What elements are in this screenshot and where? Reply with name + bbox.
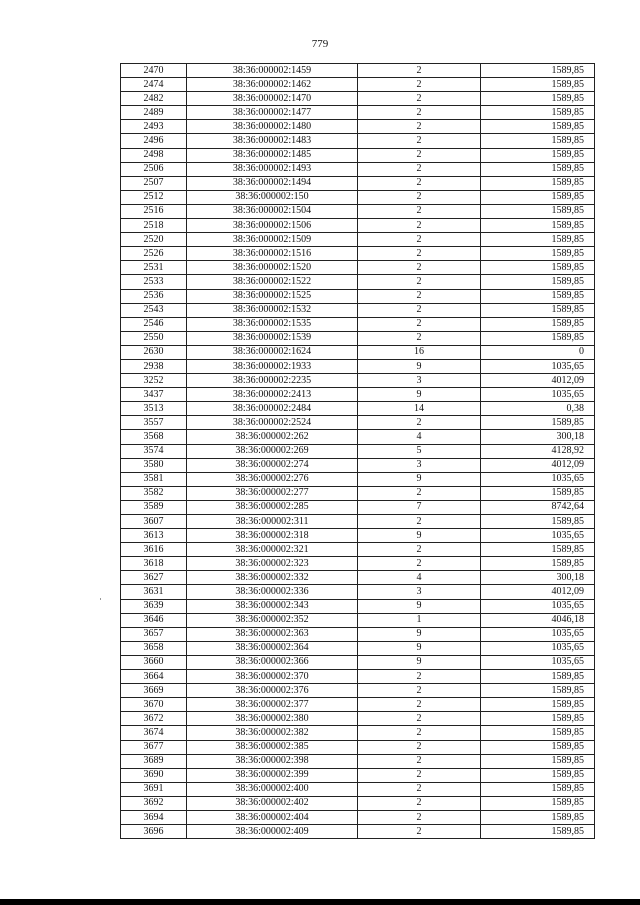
table-row <box>121 416 595 430</box>
value-cell: 1589,85 <box>481 275 595 289</box>
table-row <box>121 148 595 162</box>
table-row <box>121 557 595 571</box>
cadastral-number-cell: 38:36:000002:318 <box>187 529 358 543</box>
table-row <box>121 106 595 120</box>
category-cell: 7 <box>358 500 481 514</box>
value-cell: 1589,85 <box>481 92 595 106</box>
cadastral-number-cell: 38:36:000002:1624 <box>187 345 358 359</box>
row-number-cell: 3568 <box>121 430 187 444</box>
cadastral-number-cell: 38:36:000002:398 <box>187 754 358 768</box>
row-number-cell: 2543 <box>121 303 187 317</box>
table-row <box>121 388 595 402</box>
row-number-cell: 2533 <box>121 275 187 289</box>
category-cell: 2 <box>358 92 481 106</box>
value-cell: 1589,85 <box>481 754 595 768</box>
cadastral-number-cell: 38:36:000002:269 <box>187 444 358 458</box>
table-row <box>121 571 595 585</box>
value-cell: 1589,85 <box>481 698 595 712</box>
category-cell: 2 <box>358 78 481 92</box>
row-number-cell: 2506 <box>121 162 187 176</box>
category-cell: 5 <box>358 444 481 458</box>
cadastral-number-cell: 38:36:000002:2484 <box>187 402 358 416</box>
cadastral-number-cell: 38:36:000002:1459 <box>187 64 358 78</box>
row-number-cell: 2498 <box>121 148 187 162</box>
category-cell: 2 <box>358 289 481 303</box>
category-cell: 2 <box>358 331 481 345</box>
value-cell: 1589,85 <box>481 134 595 148</box>
category-cell: 2 <box>358 557 481 571</box>
value-cell: 1035,65 <box>481 627 595 641</box>
value-cell: 1589,85 <box>481 670 595 684</box>
value-cell: 1589,85 <box>481 303 595 317</box>
row-number-cell: 3672 <box>121 712 187 726</box>
row-number-cell: 3696 <box>121 825 187 839</box>
category-cell: 2 <box>358 247 481 261</box>
value-cell: 1035,65 <box>481 529 595 543</box>
value-cell: 1589,85 <box>481 106 595 120</box>
table-row <box>121 782 595 796</box>
category-cell: 2 <box>358 303 481 317</box>
row-number-cell: 3607 <box>121 515 187 529</box>
category-cell: 4 <box>358 430 481 444</box>
table-row <box>121 134 595 148</box>
cadastral-number-cell: 38:36:000002:336 <box>187 585 358 599</box>
value-cell: 4046,18 <box>481 613 595 627</box>
value-cell: 4012,09 <box>481 374 595 388</box>
table-row <box>121 162 595 176</box>
cadastral-number-cell: 38:36:000002:332 <box>187 571 358 585</box>
category-cell: 9 <box>358 472 481 486</box>
cadastral-number-cell: 38:36:000002:363 <box>187 627 358 641</box>
cadastral-number-cell: 38:36:000002:377 <box>187 698 358 712</box>
cadastral-number-cell: 38:36:000002:1933 <box>187 359 358 373</box>
value-cell: 1589,85 <box>481 768 595 782</box>
value-cell: 1589,85 <box>481 190 595 204</box>
category-cell: 2 <box>358 712 481 726</box>
category-cell: 9 <box>358 627 481 641</box>
value-cell: 0 <box>481 345 595 359</box>
cadastral-number-cell: 38:36:000002:402 <box>187 796 358 810</box>
category-cell: 3 <box>358 374 481 388</box>
table-row <box>121 430 595 444</box>
category-cell: 2 <box>358 515 481 529</box>
table-row <box>121 233 595 247</box>
category-cell: 1 <box>358 613 481 627</box>
row-number-cell: 3613 <box>121 529 187 543</box>
value-cell: 1589,85 <box>481 219 595 233</box>
table-row <box>121 331 595 345</box>
value-cell: 1589,85 <box>481 204 595 218</box>
row-number-cell: 3437 <box>121 388 187 402</box>
cadastral-table <box>120 63 595 839</box>
cadastral-number-cell: 38:36:000002:2235 <box>187 374 358 388</box>
category-cell: 2 <box>358 176 481 190</box>
table-row <box>121 359 595 373</box>
cadastral-number-cell: 38:36:000002:1532 <box>187 303 358 317</box>
table-row <box>121 599 595 613</box>
page-number: 779 <box>311 38 329 50</box>
category-cell: 2 <box>358 726 481 740</box>
row-number-cell: 3581 <box>121 472 187 486</box>
cadastral-number-cell: 38:36:000002:1516 <box>187 247 358 261</box>
cadastral-number-cell: 38:36:000002:1480 <box>187 120 358 134</box>
row-number-cell: 3627 <box>121 571 187 585</box>
cadastral-number-cell: 38:36:000002:321 <box>187 543 358 557</box>
cadastral-number-cell: 38:36:000002:1504 <box>187 204 358 218</box>
cadastral-number-cell: 38:36:000002:1525 <box>187 289 358 303</box>
category-cell: 2 <box>358 416 481 430</box>
category-cell: 14 <box>358 402 481 416</box>
category-cell: 2 <box>358 219 481 233</box>
table-row <box>121 810 595 824</box>
row-number-cell: 3694 <box>121 810 187 824</box>
cadastral-number-cell: 38:36:000002:343 <box>187 599 358 613</box>
row-number-cell: 3631 <box>121 585 187 599</box>
row-number-cell: 2470 <box>121 64 187 78</box>
cadastral-number-cell: 38:36:000002:409 <box>187 825 358 839</box>
row-number-cell: 2630 <box>121 345 187 359</box>
row-number-cell: 2493 <box>121 120 187 134</box>
row-number-cell: 3674 <box>121 726 187 740</box>
value-cell: 1589,85 <box>481 78 595 92</box>
row-number-cell: 2516 <box>121 204 187 218</box>
category-cell: 2 <box>358 204 481 218</box>
row-number-cell: 3557 <box>121 416 187 430</box>
table-row <box>121 458 595 472</box>
cadastral-number-cell: 38:36:000002:1520 <box>187 261 358 275</box>
value-cell: 1589,85 <box>481 176 595 190</box>
table-row <box>121 303 595 317</box>
row-number-cell: 3690 <box>121 768 187 782</box>
table-row <box>121 712 595 726</box>
value-cell: 1589,85 <box>481 515 595 529</box>
row-number-cell: 3646 <box>121 613 187 627</box>
scan-artifact <box>100 598 101 600</box>
cadastral-number-cell: 38:36:000002:1522 <box>187 275 358 289</box>
cadastral-number-cell: 38:36:000002:323 <box>187 557 358 571</box>
row-number-cell: 3692 <box>121 796 187 810</box>
value-cell: 1035,65 <box>481 472 595 486</box>
row-number-cell: 2531 <box>121 261 187 275</box>
value-cell: 1589,85 <box>481 120 595 134</box>
table-row <box>121 655 595 669</box>
row-number-cell: 3664 <box>121 670 187 684</box>
cadastral-number-cell: 38:36:000002:1483 <box>187 134 358 148</box>
category-cell: 2 <box>358 317 481 331</box>
row-number-cell: 3616 <box>121 543 187 557</box>
table-row <box>121 627 595 641</box>
cadastral-number-cell: 38:36:000002:385 <box>187 740 358 754</box>
table-row <box>121 92 595 106</box>
cadastral-number-cell: 38:36:000002:1535 <box>187 317 358 331</box>
value-cell: 1589,85 <box>481 317 595 331</box>
table-row <box>121 64 595 78</box>
value-cell: 1589,85 <box>481 261 595 275</box>
cadastral-number-cell: 38:36:000002:404 <box>187 810 358 824</box>
category-cell: 3 <box>358 458 481 472</box>
table-row <box>121 500 595 514</box>
category-cell: 2 <box>358 190 481 204</box>
row-number-cell: 3689 <box>121 754 187 768</box>
table-row <box>121 698 595 712</box>
row-number-cell: 3252 <box>121 374 187 388</box>
table-row <box>121 754 595 768</box>
category-cell: 4 <box>358 571 481 585</box>
category-cell: 2 <box>358 768 481 782</box>
category-cell: 2 <box>358 740 481 754</box>
table-row <box>121 486 595 500</box>
row-number-cell: 2526 <box>121 247 187 261</box>
cadastral-number-cell: 38:36:000002:276 <box>187 472 358 486</box>
row-number-cell: 2496 <box>121 134 187 148</box>
cadastral-number-cell: 38:36:000002:262 <box>187 430 358 444</box>
table-row <box>121 768 595 782</box>
category-cell: 2 <box>358 825 481 839</box>
category-cell: 2 <box>358 120 481 134</box>
row-number-cell: 3657 <box>121 627 187 641</box>
table-row <box>121 472 595 486</box>
table-row <box>121 515 595 529</box>
table-row <box>121 247 595 261</box>
value-cell: 4012,09 <box>481 458 595 472</box>
cadastral-number-cell: 38:36:000002:150 <box>187 190 358 204</box>
table-row <box>121 78 595 92</box>
row-number-cell: 3691 <box>121 782 187 796</box>
row-number-cell: 2938 <box>121 359 187 373</box>
row-number-cell: 3660 <box>121 655 187 669</box>
row-number-cell: 2474 <box>121 78 187 92</box>
cadastral-number-cell: 38:36:000002:366 <box>187 655 358 669</box>
category-cell: 9 <box>358 641 481 655</box>
row-number-cell: 3670 <box>121 698 187 712</box>
category-cell: 3 <box>358 585 481 599</box>
cadastral-number-cell: 38:36:000002:277 <box>187 486 358 500</box>
value-cell: 8742,64 <box>481 500 595 514</box>
category-cell: 2 <box>358 106 481 120</box>
category-cell: 16 <box>358 345 481 359</box>
table-row <box>121 345 595 359</box>
row-number-cell: 2550 <box>121 331 187 345</box>
category-cell: 2 <box>358 543 481 557</box>
category-cell: 2 <box>358 796 481 810</box>
cadastral-number-cell: 38:36:000002:274 <box>187 458 358 472</box>
row-number-cell: 3574 <box>121 444 187 458</box>
category-cell: 2 <box>358 148 481 162</box>
value-cell: 1589,85 <box>481 796 595 810</box>
table-row <box>121 204 595 218</box>
row-number-cell: 3580 <box>121 458 187 472</box>
value-cell: 1035,65 <box>481 388 595 402</box>
table-row <box>121 289 595 303</box>
category-cell: 2 <box>358 698 481 712</box>
cadastral-number-cell: 38:36:000002:1477 <box>187 106 358 120</box>
table-row <box>121 444 595 458</box>
value-cell: 4128,92 <box>481 444 595 458</box>
row-number-cell: 3658 <box>121 641 187 655</box>
category-cell: 2 <box>358 754 481 768</box>
cadastral-number-cell: 38:36:000002:380 <box>187 712 358 726</box>
row-number-cell: 2546 <box>121 317 187 331</box>
value-cell: 1589,85 <box>481 486 595 500</box>
cadastral-number-cell: 38:36:000002:352 <box>187 613 358 627</box>
row-number-cell: 2520 <box>121 233 187 247</box>
cadastral-number-cell: 38:36:000002:1493 <box>187 162 358 176</box>
category-cell: 2 <box>358 134 481 148</box>
value-cell: 1589,85 <box>481 782 595 796</box>
row-number-cell: 3677 <box>121 740 187 754</box>
cadastral-number-cell: 38:36:000002:1539 <box>187 331 358 345</box>
cadastral-number-cell: 38:36:000002:370 <box>187 670 358 684</box>
table-row <box>121 740 595 754</box>
value-cell: 1035,65 <box>481 359 595 373</box>
value-cell: 1589,85 <box>481 416 595 430</box>
cadastral-number-cell: 38:36:000002:2524 <box>187 416 358 430</box>
row-number-cell: 2512 <box>121 190 187 204</box>
category-cell: 2 <box>358 64 481 78</box>
table-row <box>121 670 595 684</box>
scan-bottom-edge <box>0 899 640 905</box>
row-number-cell: 2482 <box>121 92 187 106</box>
row-number-cell: 2518 <box>121 219 187 233</box>
row-number-cell: 3582 <box>121 486 187 500</box>
table-body <box>121 64 595 839</box>
row-number-cell: 3589 <box>121 500 187 514</box>
value-cell: 1589,85 <box>481 543 595 557</box>
category-cell: 2 <box>358 233 481 247</box>
cadastral-number-cell: 38:36:000002:364 <box>187 641 358 655</box>
cadastral-number-cell: 38:36:000002:382 <box>187 726 358 740</box>
value-cell: 1589,85 <box>481 247 595 261</box>
cadastral-number-cell: 38:36:000002:1509 <box>187 233 358 247</box>
value-cell: 1589,85 <box>481 64 595 78</box>
category-cell: 9 <box>358 388 481 402</box>
category-cell: 2 <box>358 275 481 289</box>
value-cell: 0,38 <box>481 402 595 416</box>
value-cell: 1035,65 <box>481 641 595 655</box>
table-row <box>121 317 595 331</box>
table-row <box>121 641 595 655</box>
category-cell: 9 <box>358 529 481 543</box>
table-row <box>121 543 595 557</box>
cadastral-number-cell: 38:36:000002:376 <box>187 684 358 698</box>
row-number-cell: 3669 <box>121 684 187 698</box>
value-cell: 300,18 <box>481 571 595 585</box>
cadastral-number-cell: 38:36:000002:311 <box>187 515 358 529</box>
value-cell: 1589,85 <box>481 810 595 824</box>
table-row <box>121 613 595 627</box>
category-cell: 9 <box>358 359 481 373</box>
cadastral-number-cell: 38:36:000002:1462 <box>187 78 358 92</box>
cadastral-number-cell: 38:36:000002:399 <box>187 768 358 782</box>
table-row <box>121 261 595 275</box>
cadastral-number-cell: 38:36:000002:2413 <box>187 388 358 402</box>
cadastral-number-cell: 38:36:000002:1506 <box>187 219 358 233</box>
value-cell: 1589,85 <box>481 233 595 247</box>
value-cell: 1589,85 <box>481 557 595 571</box>
cadastral-number-cell: 38:36:000002:1470 <box>187 92 358 106</box>
value-cell: 1589,85 <box>481 331 595 345</box>
cadastral-number-cell: 38:36:000002:400 <box>187 782 358 796</box>
value-cell: 4012,09 <box>481 585 595 599</box>
table-row <box>121 176 595 190</box>
table-row <box>121 219 595 233</box>
category-cell: 9 <box>358 599 481 613</box>
table-row <box>121 684 595 698</box>
category-cell: 2 <box>358 782 481 796</box>
table-row <box>121 825 595 839</box>
table-row <box>121 120 595 134</box>
category-cell: 9 <box>358 655 481 669</box>
value-cell: 1589,85 <box>481 712 595 726</box>
table-row <box>121 585 595 599</box>
table-row <box>121 796 595 810</box>
row-number-cell: 3513 <box>121 402 187 416</box>
value-cell: 1035,65 <box>481 655 595 669</box>
value-cell: 1589,85 <box>481 740 595 754</box>
value-cell: 1589,85 <box>481 726 595 740</box>
value-cell: 1589,85 <box>481 289 595 303</box>
value-cell: 1589,85 <box>481 825 595 839</box>
cadastral-number-cell: 38:36:000002:1485 <box>187 148 358 162</box>
category-cell: 2 <box>358 810 481 824</box>
value-cell: 300,18 <box>481 430 595 444</box>
cadastral-number-cell: 38:36:000002:1494 <box>187 176 358 190</box>
table-row <box>121 726 595 740</box>
table-row <box>121 402 595 416</box>
table-row <box>121 190 595 204</box>
row-number-cell: 2536 <box>121 289 187 303</box>
value-cell: 1589,85 <box>481 148 595 162</box>
value-cell: 1589,85 <box>481 162 595 176</box>
row-number-cell: 2507 <box>121 176 187 190</box>
category-cell: 2 <box>358 684 481 698</box>
row-number-cell: 2489 <box>121 106 187 120</box>
category-cell: 2 <box>358 261 481 275</box>
cadastral-number-cell: 38:36:000002:285 <box>187 500 358 514</box>
table-row <box>121 529 595 543</box>
category-cell: 2 <box>358 162 481 176</box>
category-cell: 2 <box>358 486 481 500</box>
row-number-cell: 3618 <box>121 557 187 571</box>
value-cell: 1035,65 <box>481 599 595 613</box>
table-row <box>121 374 595 388</box>
value-cell: 1589,85 <box>481 684 595 698</box>
category-cell: 2 <box>358 670 481 684</box>
table-row <box>121 275 595 289</box>
row-number-cell: 3639 <box>121 599 187 613</box>
